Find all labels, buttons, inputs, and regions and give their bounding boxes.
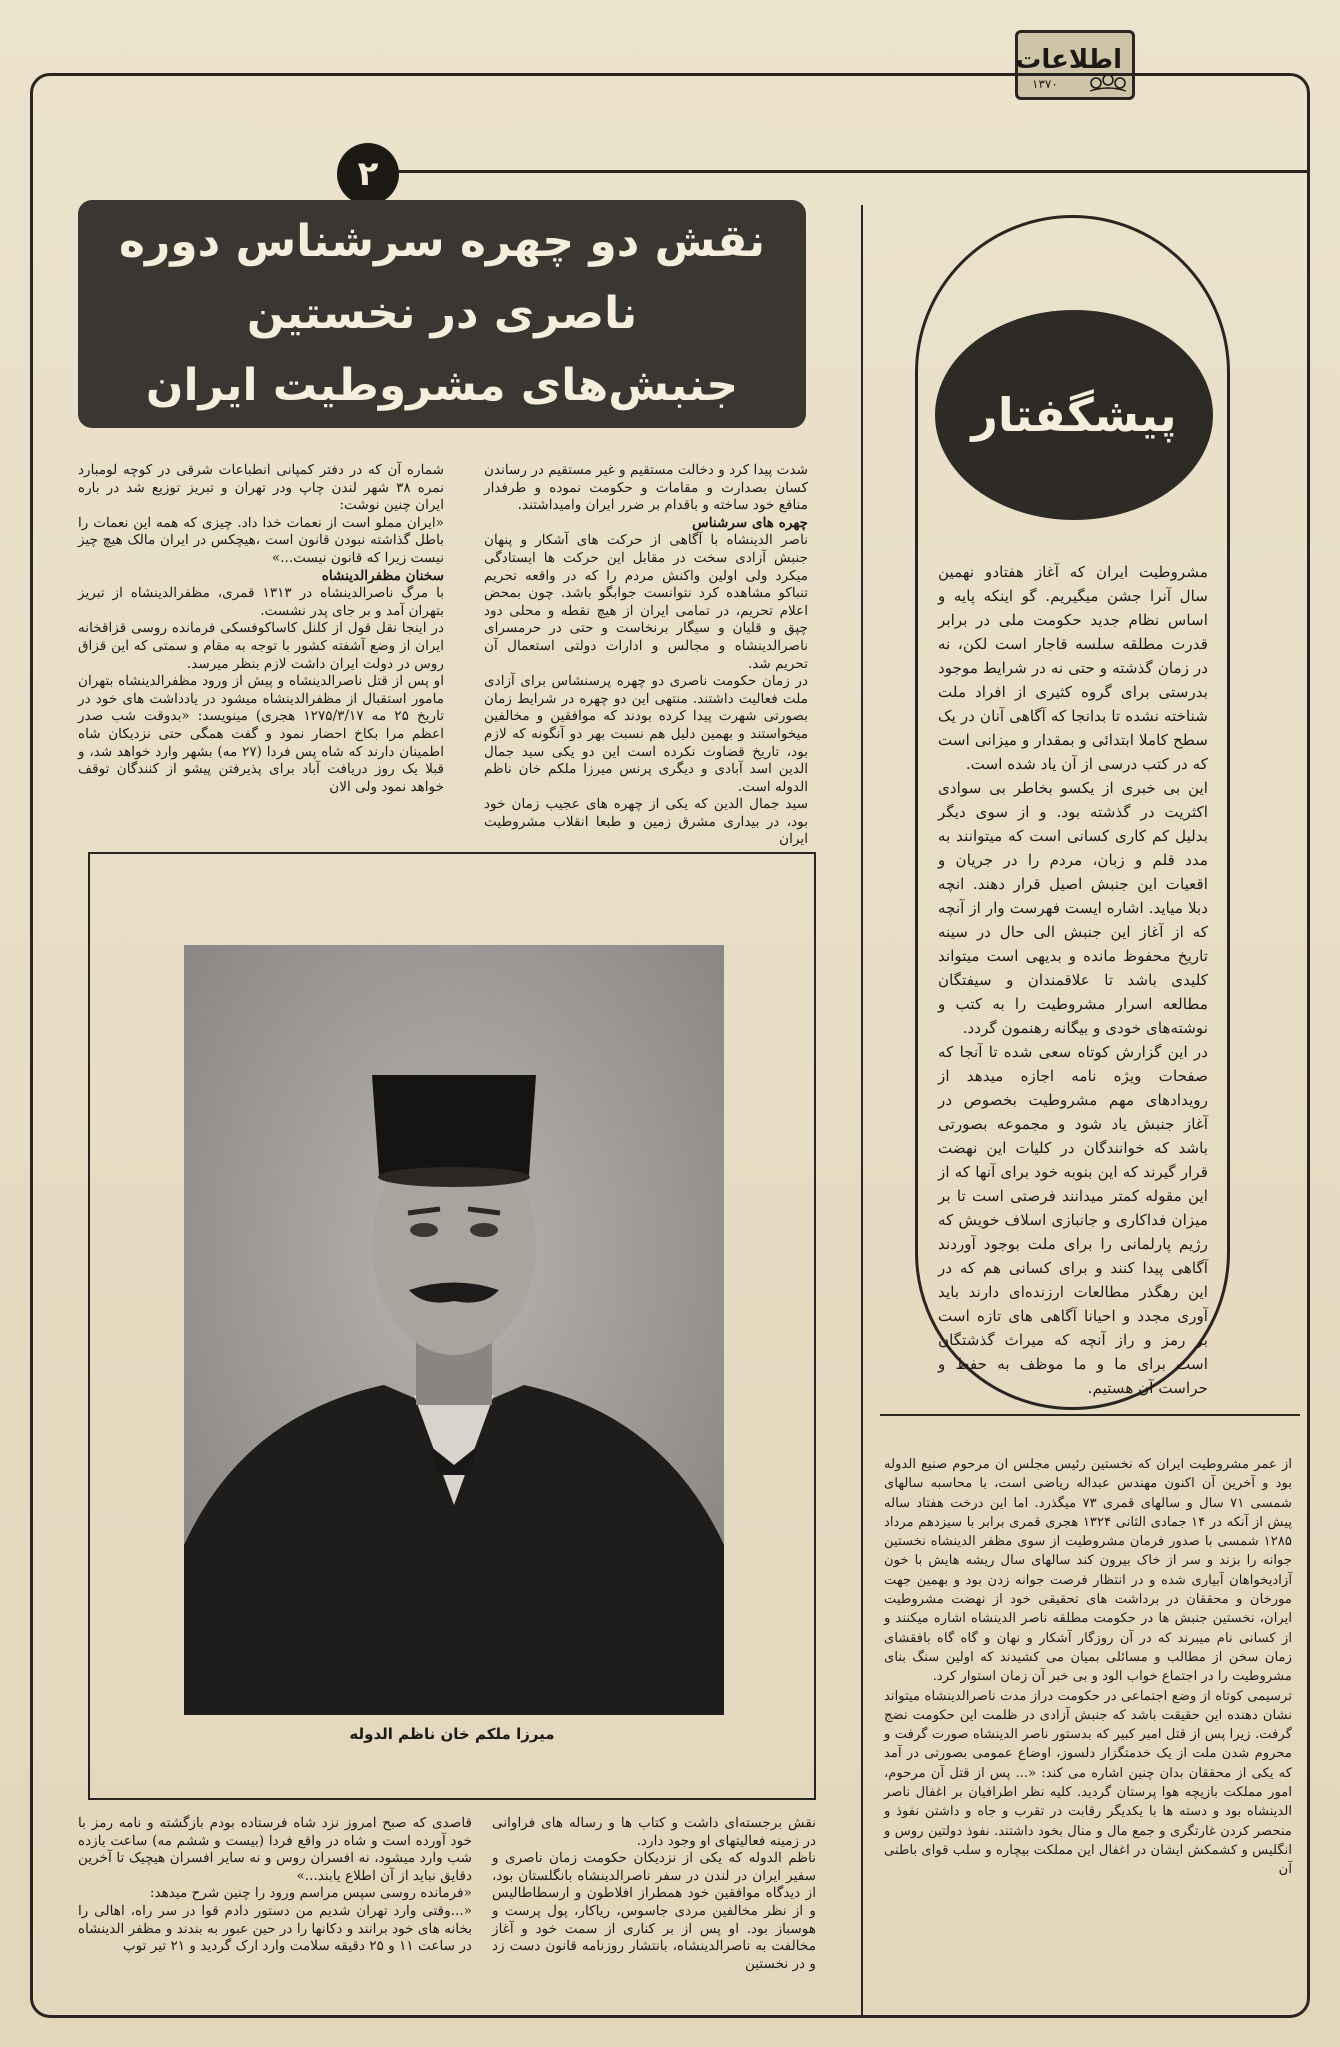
intro-column-2 (484, 462, 808, 849)
paragraph: «ایران مملو است از نعمات خدا داد. چیزی که همه این نعمات را باطل گذاشته نبودن قانون است ،هیچکس در ایران مالک هیچ چیز نیست زیرا که قانون نیست...» (78, 514, 444, 566)
paragraph: در زمان حکومت ناصری دو چهره پرسنشاس برای آزادی ملت فعالیت داشتند. منتهی این دو چهره در شرایط زمان بصورتی شهرت پیدا کرده بودند که موافقین و مخالفین میخواستند و بهمین دلیل هم نسبت بهر دو آنگونه که لازم بود، تاریخ قضاوت نکرده است این دو یکی سید جمال الدین اسد آبادی و دیگری پرنس میرزا ملکم خان ناظم الدوله است. (484, 673, 808, 795)
article-title-line-2: جنبش‌های مشروطیت ایران (145, 360, 739, 411)
sub-heading: سخنان مظفرالدینشاه (321, 567, 444, 584)
column-divider (861, 205, 863, 2015)
paragraph: مشروطیت ایران که آغاز هفتادو نهمین سال آنرا جشن میگیریم. گو اینکه پایه و اساس نظام جدید حکومت ملی در برابر قدرت مطلقه سلسه قاجار است لکن، نه در زمان گذشته و حتی نه در شرایط موجود بدرستی برای گروه کثیری از افراد ملت شناخته نشده تا بدانجا که آگاهی آنان در یک سطح کاملا ابتدائی و بمقدار و میزانی است که در کتب درسی از آن یاد شده است. (938, 563, 1208, 773)
paragraph: با مرگ ناصرالدینشاه در ۱۳۱۳ قمری، مظفرالدینشاه از تبریز بتهران آمد و بر جای پدر نشست. (78, 585, 444, 619)
photo-caption: میرزا ملکم خان ناظم الدوله (349, 1725, 555, 1743)
logo-year: ۱۳۷۰ (1032, 77, 1058, 91)
section-divider (880, 1414, 1300, 1416)
paragraph: ناظم الدوله که یکی از نزدیکان حکومت زمان ناصری و سفیر ایران در لندن در سفر ناصرالدینشاه بانگلستان بود، از دیدگاه موافقین خود همطراز افلاطون و ارسطاطالیس و از نظر مخالفین مردی جاسوس، ریاکار، پول پرست و هوسباز بود. او پس از بر کناری از سمت خود و آغاز مخالفت به ناصرالدینشاه، بانتشار روزنامه قانون دست زد و در نخستین (492, 1850, 816, 1972)
paragraph: «فرمانده روسی سپس مراسم ورود را چنین شرح میدهد: (149, 1885, 472, 1902)
paragraph: شماره آن که در دفتر کمپانی انطباعات شرقی در کوچه لومبارد نمره ۳۸ شهر لندن چاپ ودر تهران و تبریز توزیع شد در باره ایران چنین نوشت: (78, 462, 444, 514)
bottom-column-1 (78, 1815, 472, 1956)
right-bottom-column (884, 1455, 1292, 1880)
intro-column-1 (78, 462, 444, 796)
page-number-rule (395, 170, 1307, 173)
paragraph: در اینجا نقل قول از کلنل کاساکوفسکی فرمانده روسی قزاقخانه ایران از وضع آشفته کشور با توجه به مقام و سمتی که این قزاق روس در دولت ایران داشت لازم بنظر میرسد. (78, 620, 444, 672)
bottom-column-2 (492, 1815, 816, 1973)
logo-text: اطلاعات (1015, 45, 1122, 75)
paragraph: نقش برجسته‌ای داشت و کتاب ها و رساله های فراوانی در زمینه فعالیتهای او وجود دارد. (492, 1815, 816, 1849)
page-number: ۲ (337, 143, 399, 205)
paragraph: از عمر مشروطیت ایران که نخستین رئیس مجلس ان مرحوم صنیع الدوله بود و آخرین آن اکنون مهندس عبداله ریاضی است، با محاسبه سالهای شمسی ۷۱ سال و سالهای قمری ۷۳ میگذرد. اما این درخت هفتاد ساله پیش از آنکه در ۱۴ جمادی الثانی ۱۳۲۴ هجری قمری برابر با سیزدهم مرداد ۱۲۸۵ شمسی با صدور فرمان مشروطیت از سوی مظفر الدینشاه نخستین جوانه را بزند و سر از خاک بیرون کند سالهای سال ریشه هایش با خون آزادیخواهان آبیاری شده و در انتظار فرصت جوانه زدن بود و بهمین جهت مورخان و محققان در برداشت های تحقیقی خود از نهضت مشروطیت ایران، نخستین جنبش ها در حکومت مطلقه ناصر الدینشاه اشاره میکنند و از کسانی نام میبرند که در آن روزگار آشکار و نهان و گاه گاه بافقشای زمان سخن از مطالب و مسائلی بمیان می کشیدند که اولین سنگ بنای مشروطیت را در اجتماع خواب الود و بی خبر آن زمان استوار کرد. (884, 1457, 1292, 1685)
paragraph: او پس از قتل ناصرالدینشاه و پیش از ورود مظفرالدینشاه بتهران مامور استقبال از مظفرالدینشاه میشود در یادداشت های خود در تاریخ ۲۵ مه ۱۲۷۵/۳/۱۷ هجری) مینویسد: «بدوقت شب صدر اعظم مرا بکاخ احضار نمود و گفت همگی حتی نزدیکان شاه اطمینان دارند که شاه پس فردا (۲۷ مه) بشهر وارد خواهد شد، و قبلا یک روز دریافت آباد برای پذیرفتن پیشو از کنندگان توقف خواهد نمود ولی الان (78, 673, 444, 795)
preface-heading: پیشگفتار (935, 310, 1213, 520)
paragraph: این بی خبری از یکسو بخاطر بی سوادی اکثریت در گذشته بود. و از سوی دیگر بدلیل کم کاری کسانی است که میتوانند به مدد قلم و زبان، مردم را در جریان و اقعیات این جنبش اصیل قرار دهند. انچه دبلا میاید. اشاره ایست فهرست وار از آنچه که از آغاز این جنبش الی حال در سینه تاریخ محفوظ مانده و بدیهی است میتواند کلیدی باشد تا علاقمندان و سیفتگان مطالعه اسرار مشروطیت را به کتب و نوشته‌های خودی و بیگانه رهنمون گردد. (938, 779, 1208, 1037)
paragraph: «...وقتی وارد تهران شدیم من دستور دادم قوا در سر راه، اهالی را بخانه های خود برانند و دکانها را در حین عبور به بندند و مظفر الدینشاه در ساعت ۱۱ و ۲۵ دقیقه سلامت وارد ارک گردید و ۲۱ تیر توپ (78, 1902, 472, 1955)
preface-text (938, 560, 1208, 1400)
paragraph: سید جمال الدین که یکی از چهره های عجیب زمان خود بود، در بیداری مشرق زمین و طبعا انقلاب مشروطیت ایران (484, 796, 808, 848)
paragraph: ترسیمی کوتاه از وضع اجتماعی در حکومت دراز مدت ناصرالدینشاه میتواند نشان دهنده این حقیقت باشد که جنبش آزادی در ظلمت این حکومت نضج گرفت. زیرا پس از قتل امیر کبیر که بدستور ناصر الدینشاه صورت گرفت و محروم شدن ملت از یک خدمتگزار دلسوز، اوضاع عمومی بصورتی در آمد که یکی از محققان بدان چنین اشاره می کند: «... پس از قتل آن مرحوم، امور مملکت بازیچه هوا پرستان گردید. کلیه نظر اطرافیان بر اغفال ناصر الدینشاه بود و دسته ها با یکدیگر رقابت در تقرب و جاه و داشتن نفوذ و منحصر کردن غارتگری و جمع مال و منال بخود داشتند. نفوذ دولتین روس و انگلیس و کشمکش ایشان در اغفال این مملکت بیچاره و سلب قوای باطنی آن (884, 1688, 1292, 1878)
paragraph: شدت پیدا کرد و دخالت مستقیم و غیر مستقیم در رساندن کسان بصدارت و مقامات و حکومت نموده و طرفدار منافع خود ساخته و باقدام بر ضرر ایران وامیداشتند. (484, 462, 808, 514)
paragraph: قاصدی که صبح امروز نزد شاه فرستاده بودم بازگشته و نامه رمز با خود آورده است و شاه در واقع فردا (بیست و ششم مه) ساعت یازده شب وارد میشود، نه افسران روس و نه سایر افسران هیچیک تا آخرین دقایق نباید از آن اطلاع یابند...» (78, 1815, 472, 1884)
paragraph: در این گزارش کوتاه سعی شده تا آنجا که صفحات ویژه نامه اجازه میدهد از رویدادهای مهم مشروطیت بخصوص در آغاز جنبش یاد شود و مجموعه بصورتی باشد که خوانندگان در کلیات این نهضت قرار گیرند که این بنوبه خود برای آنها که از این مقوله کمتر میدانند فرصتی است تا بر میزان فداکاری و جانبازی اسلاف خویش که رژیم پارلمانی را برای ملت بوجود آوردند آگاهی پیدا کنند و برای کسانی هم که در این رهگذر مطالعات ارزنده‌ای دارند باید آوری مجدد و احیانا آگاهی های تازه است بر رمز و راز آنچه که میراث گذشتگان است برای ما و ما موظف به حفظ و حراست آن هستیم. (938, 1043, 1208, 1397)
portrait-illustration (184, 945, 724, 1715)
article-title-line-1: نقش دو چهره سرشناس دوره ناصری در نخستین (118, 216, 766, 339)
paragraph: ناصر الدینشاه با آگاهی از حرکت های آشکار و پنهان جنبش آزادی سخت در مقابل این حرکت ها ایستادگی میکرد ولی اولین واکنش مردم را که در واقعه تحریم تنباکو مشاهده کرد نتوانست جوابگو باشد. چون بمحض اعلام تحریم، در تمامی ایران از هیچ نقطه و محلی دود چپق و قلیان و سیگار برنخاست و حتی در حرمسرای ناصرالدینشاه و مجالس و ادارات دولتی استعمال آن تحریم شد. (484, 532, 808, 672)
sub-heading: چهره های سرشناس (692, 514, 808, 531)
portrait-photo (184, 945, 724, 1715)
article-title-box (78, 200, 806, 428)
